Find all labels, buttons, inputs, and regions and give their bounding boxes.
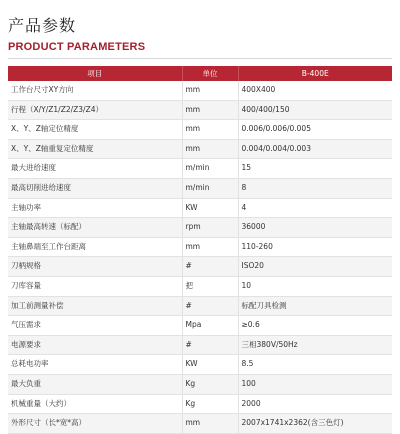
table-row	[8, 159, 392, 179]
unit-cell: rpm	[182, 218, 238, 238]
title-divider	[8, 58, 392, 59]
table-row	[8, 296, 392, 316]
table-row	[8, 414, 392, 434]
item-cell: 机械重量（大约）	[8, 394, 182, 414]
value-cell: 8.5	[238, 355, 392, 375]
unit-cell: #	[182, 257, 238, 277]
unit-cell: #	[182, 335, 238, 355]
column-header-item: 项目	[8, 66, 182, 81]
item-cell: 外形尺寸（长*宽*高）	[8, 414, 182, 434]
item-cell: 主轴最高转速（标配）	[8, 218, 182, 238]
value-cell: 8	[238, 178, 392, 198]
value-cell: 4	[238, 198, 392, 218]
value-cell: 0.006/0.006/0.005	[238, 120, 392, 140]
value-cell: 400/400/150	[238, 100, 392, 120]
value-cell: 2007x1741x2362(含三色灯)	[238, 414, 392, 434]
unit-cell: KW	[182, 198, 238, 218]
unit-cell: mm	[182, 414, 238, 434]
unit-cell: #	[182, 296, 238, 316]
unit-cell: mm	[182, 237, 238, 257]
unit-cell: mm	[182, 139, 238, 159]
item-cell: 加工前测量补偿	[8, 296, 182, 316]
item-cell: 气压需求	[8, 316, 182, 336]
value-cell: ≥0.6	[238, 316, 392, 336]
table-row	[8, 237, 392, 257]
table-row	[8, 374, 392, 394]
table-row	[8, 316, 392, 336]
item-cell: 刀柄规格	[8, 257, 182, 277]
unit-cell: KW	[182, 355, 238, 375]
table-row	[8, 218, 392, 238]
unit-cell: m/min	[182, 178, 238, 198]
page-title: 产品参数	[8, 16, 77, 35]
value-cell: 三相380V/50Hz	[238, 335, 392, 355]
unit-cell: mm	[182, 100, 238, 120]
value-cell: 36000	[238, 218, 392, 238]
unit-cell: mm	[182, 81, 238, 100]
unit-cell: Kg	[182, 374, 238, 394]
value-cell: 标配刀具检测	[238, 296, 392, 316]
value-cell: 2000	[238, 394, 392, 414]
item-cell: 刀库容量	[8, 276, 182, 296]
table-row	[8, 394, 392, 414]
unit-cell: 把	[182, 276, 238, 296]
unit-cell: Mpa	[182, 316, 238, 336]
table-row	[8, 178, 392, 198]
value-cell: 15	[238, 159, 392, 179]
table-row	[8, 81, 392, 100]
table-row	[8, 198, 392, 218]
item-cell: 最大进给速度	[8, 159, 182, 179]
item-cell: 主轴功率	[8, 198, 182, 218]
value-cell: 0.004/0.004/0.003	[238, 139, 392, 159]
column-header-unit: 单位	[182, 66, 238, 81]
item-cell: X、Y、Z轴重复定位精度	[8, 139, 182, 159]
spec-table	[8, 66, 392, 434]
table-row	[8, 100, 392, 120]
item-cell: 最高切削进给速度	[8, 178, 182, 198]
item-cell: 最大负重	[8, 374, 182, 394]
value-cell: 100	[238, 374, 392, 394]
unit-cell: mm	[182, 120, 238, 140]
page-subtitle: PRODUCT PARAMETERS	[8, 41, 146, 53]
table-row	[8, 139, 392, 159]
value-cell: 10	[238, 276, 392, 296]
item-cell: 行程（X/Y/Z1/Z2/Z3/Z4）	[8, 100, 182, 120]
table-row	[8, 120, 392, 140]
item-cell: 总耗电功率	[8, 355, 182, 375]
table-row	[8, 335, 392, 355]
table-row	[8, 355, 392, 375]
table-row	[8, 276, 392, 296]
item-cell: 电源要求	[8, 335, 182, 355]
column-header-model: B-400E	[301, 69, 329, 78]
value-cell: 110-260	[238, 237, 392, 257]
table-body	[8, 81, 392, 433]
value-cell: ISO20	[238, 257, 392, 277]
item-cell: 主轴鼻端至工作台距离	[8, 237, 182, 257]
table-row	[8, 257, 392, 277]
value-cell: 400X400	[238, 81, 392, 100]
table-header-row	[8, 66, 392, 81]
unit-cell: Kg	[182, 394, 238, 414]
item-cell: 工作台尺寸XY方向	[8, 81, 182, 100]
item-cell: X、Y、Z轴定位精度	[8, 120, 182, 140]
unit-cell: m/min	[182, 159, 238, 179]
